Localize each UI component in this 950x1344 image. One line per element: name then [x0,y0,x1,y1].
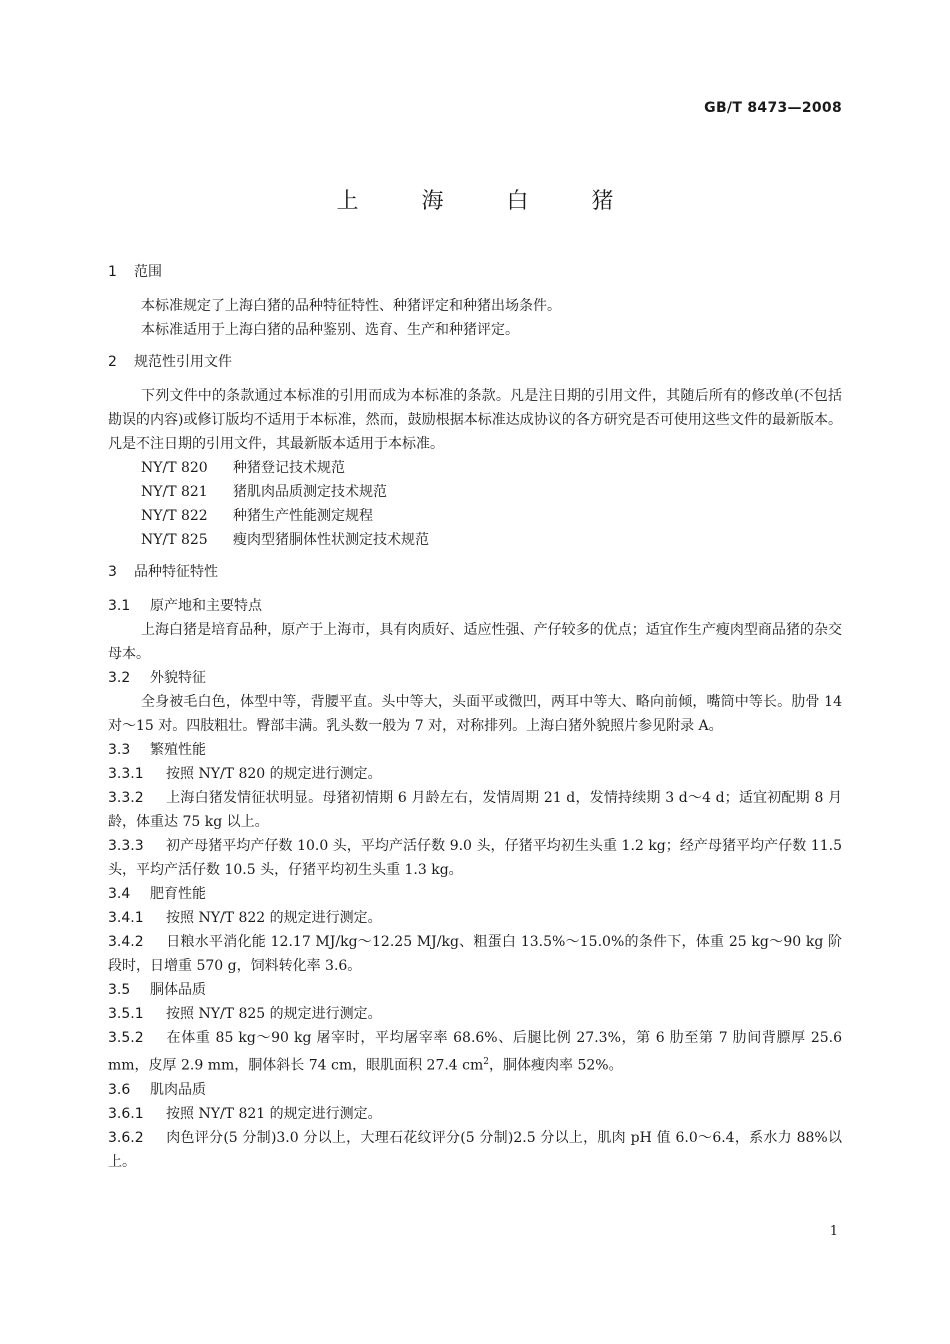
reference-item [108,480,842,504]
section-3-heading [108,560,842,584]
subsection-title: 外貌特征 [150,670,206,686]
subsection-number: 3.6 [108,1081,131,1098]
clause-text: 按照 NY/T 820 的规定进行测定。 [166,766,382,782]
subsection-number: 3.1 [108,598,131,614]
clause-number: 3.3.3 [108,838,144,854]
clause-item [108,930,842,978]
section-2-heading [108,350,842,374]
paragraph: 本标准适用于上海白猪的品种鉴别、选育、生产和种猪评定。 [141,322,519,338]
reference-code: NY/T 821 [141,484,208,500]
clause-item [108,762,842,786]
reference-name: 瘦肉型猪胴体性状测定技术规范 [233,532,429,548]
subsection-title: 胴体品质 [150,982,206,998]
section-number: 2 [108,354,117,370]
subsection-number: 3.2 [108,670,131,686]
reference-item [108,504,842,528]
section-number: 1 [108,264,117,280]
reference-item [108,456,842,480]
clause-number: 3.6.1 [108,1105,144,1122]
paragraph: 本标准规定了上海白猪的品种特征特性、种猪评定和种猪出场条件。 [141,298,561,314]
subsection-title: 肥育性能 [150,886,206,902]
clause-number: 3.4.2 [108,934,144,950]
reference-name: 种猪登记技术规范 [233,460,345,476]
clause-number: 3.4.1 [108,910,144,926]
subsection-3-3-heading [108,738,842,762]
subsection-number: 3.3 [108,742,131,758]
superscript: 2 [483,1057,490,1067]
clause-item [108,1002,842,1026]
paragraph: 全身被毛白色，体型中等，背腰平直。头中等大，头面平或微凹，两耳中等大、略向前倾，嘴筒中等长。肋骨 14 对～15 对。四肢粗壮。臀部丰满。乳头数一般为 7 对，对称排列。上海白猪外貌照片参见附录 A。 [108,694,842,734]
subsection-3-1-heading [108,594,842,618]
clause-number: 3.3.1 [108,766,144,782]
clause-item [108,1102,842,1126]
section-title: 品种特征特性 [134,564,218,580]
page-number: 1 [829,1224,838,1239]
clause-number: 3.5.1 [108,1006,144,1022]
clause-number: 3.3.2 [108,790,144,806]
subsection-title: 繁殖性能 [150,742,206,758]
clause-number: 3.5.2 [108,1030,144,1046]
reference-item [108,528,842,552]
reference-name: 猪肌肉品质测定技术规范 [233,484,387,500]
subsection-3-5-heading [108,978,842,1002]
document-body [108,260,842,1174]
clause-text: 按照 NY/T 825 的规定进行测定。 [166,1006,382,1022]
paragraph: 上海白猪是培育品种，原产于上海市，具有肉质好、适应性强、产仔较多的优点；适宜作生产瘦肉型商品猪的杂交母本。 [108,622,842,662]
subsection-3-2-heading [108,666,842,690]
reference-code: NY/T 820 [141,460,208,476]
subsection-title: 原产地和主要特点 [150,598,262,614]
clause-item [108,1026,842,1078]
subsection-number: 3.4 [108,886,131,902]
clause-text: 上海白猪发情征状明显。母猪初情期 6 月龄左右，发情周期 21 d，发情持续期 3 d～4 d；适宜初配期 8 月龄，体重达 75 kg 以上。 [108,790,842,830]
clause-text-part-b: ，胴体瘦肉率 52%。 [489,1057,623,1074]
reference-code: NY/T 822 [141,508,208,524]
section-title: 规范性引用文件 [134,354,232,370]
clause-item [108,1126,842,1174]
subsection-title: 肌肉品质 [150,1081,206,1098]
reference-code: NY/T 825 [141,532,208,548]
subsection-number: 3.5 [108,982,131,998]
section-1-heading [108,260,842,284]
standard-code: GB/T 8473—2008 [704,100,842,116]
clause-number: 3.6.2 [108,1129,144,1146]
clause-text: 初产母猪平均产仔数 10.0 头，平均产活仔数 9.0 头，仔猪平均初生头重 1.2 kg；经产母猪平均产仔数 11.5 头，平均产活仔数 10.5 头，仔猪平均初生头重 1.3 kg。 [108,838,842,878]
clause-text: 肉色评分(5 分制)3.0 分以上，大理石花纹评分(5 分制)2.5 分以上，肌肉 pH 值 6.0～6.4，系水力 88%以上。 [108,1129,842,1170]
document-title: 上 海 白 猪 [336,189,642,214]
clause-item [108,834,842,882]
reference-name: 种猪生产性能测定规程 [233,508,373,524]
section-title: 范围 [134,264,162,280]
clause-item [108,906,842,930]
subsection-3-6-heading [108,1078,842,1102]
clause-item [108,786,842,834]
clause-text: 按照 NY/T 821 的规定进行测定。 [166,1105,382,1122]
clause-text-part-a: 在体重 85 kg～90 kg 屠宰时，平均屠宰率 68.6%、后腿比例 27.3%，第 6 肋至第 7 肋间背膘厚 25.6 mm，皮厚 2.9 mm，胴体斜长 74 cm，眼肌面积 27.4 cm [108,1030,842,1074]
clause-text: 日粮水平消化能 12.17 MJ/kg～12.25 MJ/kg、粗蛋白 13.5%～15.0%的条件下，体重 25 kg～90 kg 阶段时，日增重 570 g，饲料转化率 3.6。 [108,934,842,974]
paragraph: 下列文件中的条款通过本标准的引用而成为本标准的条款。凡是注日期的引用文件，其随后所有的修改单(不包括勘误的内容)或修订版均不适用于本标准，然而，鼓励根据本标准达成协议的各方研究是否可使用这些文件的最新版本。凡是不注日期的引用文件，其最新版本适用于本标准。 [108,388,842,452]
clause-text: 按照 NY/T 822 的规定进行测定。 [166,910,382,926]
subsection-3-4-heading [108,882,842,906]
section-number: 3 [108,564,117,580]
